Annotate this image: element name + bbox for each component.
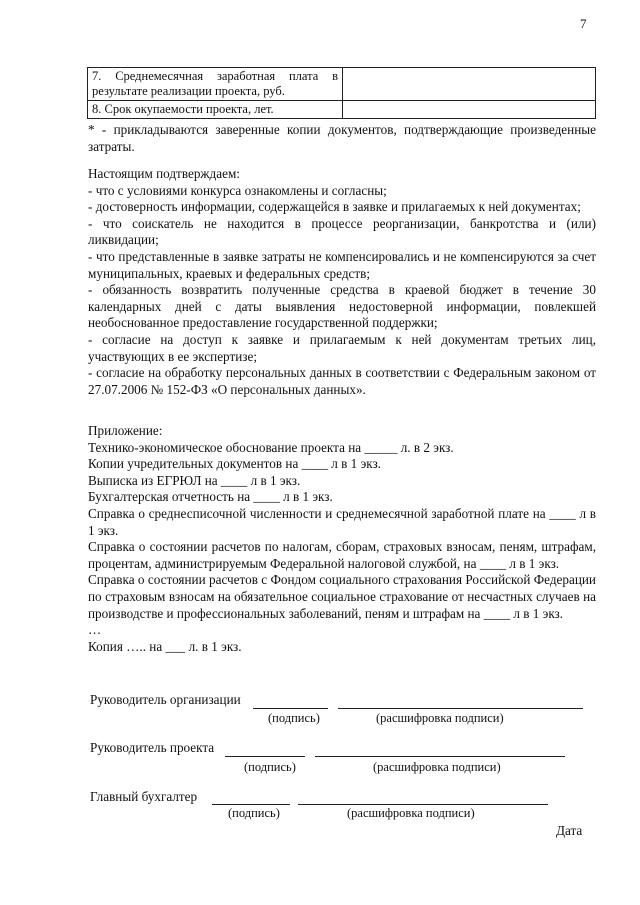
table-cell-label: 8. Срок окупаемости проекта, лет. (88, 101, 343, 119)
list-item: - согласие на обработку персональных данных в соответствии с Федеральным законом от 27.07.2006 № 152-ФЗ «О персональных данных». (88, 365, 596, 397)
signature-line (225, 756, 305, 757)
signature-line (253, 708, 328, 709)
table-row (88, 68, 596, 101)
list-item: Справка о среднесписочной численности и среднемесячной заработной плате на ____ л в 1 экз. (88, 505, 596, 538)
confirm-section (88, 166, 596, 398)
footnote: * - прикладываются заверенные копии документов, подтверждающие произведенные затраты. (88, 122, 596, 154)
page-number: 7 (580, 16, 587, 31)
list-item: Бухгалтерская отчетность на ____ л в 1 экз. (88, 489, 333, 505)
list-item: - согласие на доступ к заявке и прилагаемым к ней документам третьих лиц, участвующих в ее экспертизе; (88, 331, 596, 364)
list-item: - что с условиями конкурса ознакомлены и согласны; (88, 182, 387, 198)
list-item: Справка о состоянии расчетов с Фондом социального страхования Российской Федерации по страховым взносам на обязательное социальное страхование от несчастных случаев на производстве и профессиональных заболеваний, пеням и штрафам на ____ л в 1 экз. (88, 572, 596, 621)
decode-line (315, 756, 565, 757)
confirm-heading: Настоящим подтверждаем: (88, 166, 240, 181)
list-item: - обязанность возвратить полученные средства в краевой бюджет в течение 30 календарных дней с даты выявления недостоверной информации, повлекшей необоснованное предоставление государственной поддержки; (88, 282, 596, 331)
list-item: - что представленные в заявке затраты не компенсировались и не компенсируются за счет муниципальных, краевых и федеральных средств; (88, 248, 596, 281)
signature-role: Руководитель организации (90, 692, 241, 707)
table-row (88, 101, 596, 119)
date-label: Дата (556, 823, 583, 838)
appendix-section (88, 423, 596, 655)
table-cell-value (343, 101, 596, 119)
signature-line (212, 804, 290, 805)
list-item: Копия ….. на ___ л. в 1 экз. (88, 638, 242, 654)
list-item: Технико-экономическое обоснование проекта на _____ л. в 2 экз. (88, 439, 454, 455)
decode-caption: (расшифровка подписи) (373, 760, 501, 774)
list-item: - достоверность информации, содержащейся в заявке и прилагаемых к ней документах; (88, 199, 581, 215)
signature-role: Главный бухгалтер (90, 789, 198, 804)
signature-caption: (подпись) (228, 806, 280, 820)
list-item: - что соискатель не находится в процессе реорганизации, банкротства и (или) ликвидации; (88, 215, 596, 248)
list-item: … (88, 622, 102, 638)
indicators-table (87, 67, 596, 119)
decode-caption: (расшифровка подписи) (347, 806, 475, 820)
decode-caption: (расшифровка подписи) (376, 711, 504, 725)
signature-role: Руководитель проекта (90, 740, 215, 755)
decode-line (338, 708, 583, 709)
table-cell-value (343, 68, 596, 101)
list-item: Копии учредительных документов на ____ л в 1 экз. (88, 456, 381, 472)
signature-caption: (подпись) (268, 711, 320, 725)
list-item: Выписка из ЕГРЮЛ на ____ л в 1 экз. (88, 472, 301, 488)
list-item: Справка о состоянии расчетов по налогам, сборам, страховых взносам, пеням, штрафам, процентам, администрируемым Федеральной налоговой службой, на ____ л в 1 экз. (88, 539, 596, 571)
appendix-heading: Приложение: (88, 423, 163, 438)
signature-caption: (подпись) (244, 760, 296, 774)
table-cell-label: 7. Среднемесячная заработная плата в результате реализации проекта, руб. (88, 68, 343, 101)
decode-line (298, 804, 548, 805)
